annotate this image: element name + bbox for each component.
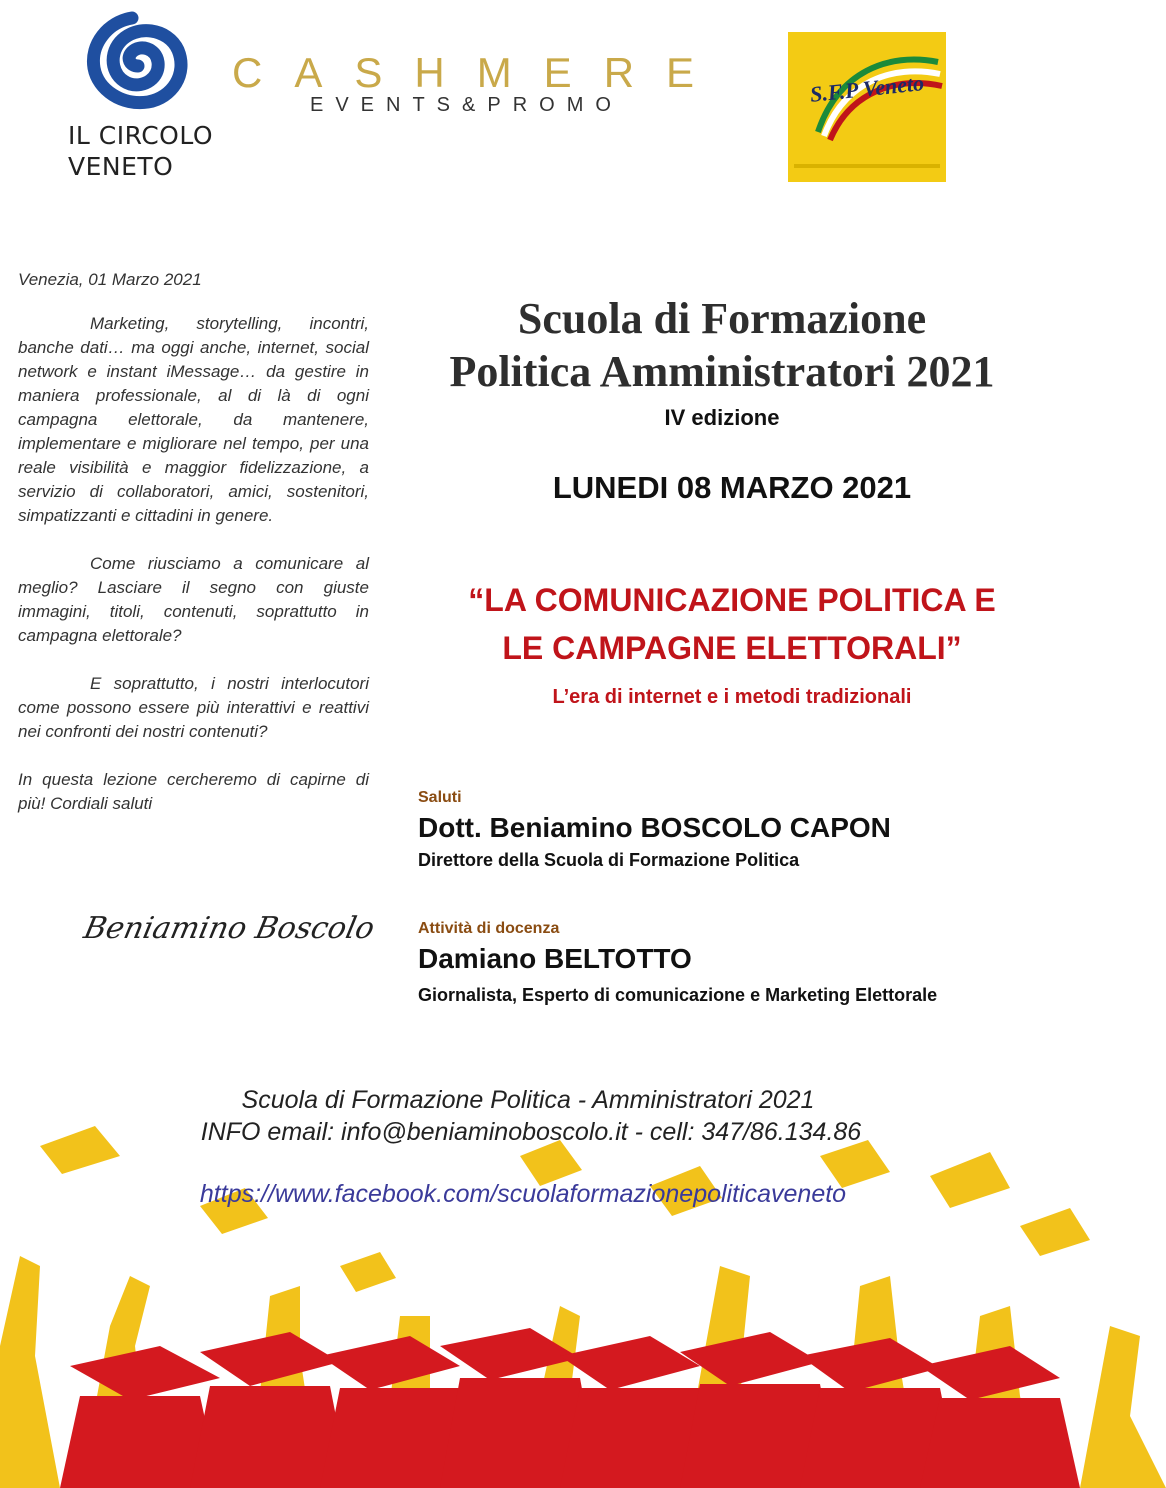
letter-paragraph: In questa lezione cercheremo di capirne di più! Cordiali saluti xyxy=(18,770,369,813)
thrown-caps-icon xyxy=(40,1126,1090,1292)
footer-contact-info: INFO email: info@beniaminoboscolo.it - cell: 347/86.134.86 xyxy=(200,1118,862,1146)
cashmere-logo xyxy=(232,49,772,122)
edition-label: IV edizione xyxy=(664,405,780,430)
cashmere-logo-subtitle: EVENTS&PROMO xyxy=(310,94,623,116)
sfp-veneto-logo xyxy=(788,32,946,182)
speaker-description: Giornalista, Esperto di comunicazione e Marketing Elettorale xyxy=(418,985,938,1005)
event-date: LUNEDI 08 MARZO 2021 xyxy=(552,470,912,505)
speaker-role: Attività di docenza xyxy=(418,920,560,937)
graduates-crowd-illustration xyxy=(0,1116,1166,1488)
lesson-topic xyxy=(402,576,1062,672)
speaker-name: Dott. Beniamino BOSCOLO CAPON xyxy=(418,812,891,843)
title-line: Politica Amministratori 2021 xyxy=(449,347,995,396)
svg-text:Beniamino Boscolo: Beniamino Boscolo xyxy=(80,911,378,946)
speaker-name: Damiano BELTOTTO xyxy=(418,943,692,974)
handwritten-signature xyxy=(80,902,378,952)
topic-line: LE CAMPAGNE ELETTORALI” xyxy=(502,630,962,666)
circolo-logo-text: IL CIRCOLO VENETO xyxy=(68,121,214,181)
spiral-icon xyxy=(68,18,218,118)
intro-letter xyxy=(18,268,369,840)
letter-paragraph: Come riusciamo a comunicare al meglio? Lasciare il segno con giuste immagini, titoli, contenuti, soprattutto in campagna elettorale? xyxy=(18,554,369,645)
footer-school-name: Scuola di Formazione Politica - Amministratori 2021 xyxy=(241,1086,815,1114)
letter-paragraph: Marketing, storytelling, incontri, banche dati… ma oggi anche, internet, social network e instant iMessage… da gestire in maniera professionale, al di là di ogni campagna elettorale, da mantenere, implementare e migliorare nel tempo, per una reale visibilità e maggior fidelizzazione, a servizio di collaboratori, amici, sostenitori, simpatizzanti e cittadini in genere. xyxy=(18,314,369,525)
topic-line: “LA COMUNICAZIONE POLITICA E xyxy=(468,582,996,618)
cashmere-logo-title: CASHMERE xyxy=(232,49,727,96)
graduation-caps-row-icon xyxy=(60,1328,1080,1488)
sfp-logo-text: S.F.P Veneto xyxy=(808,70,926,107)
page-title xyxy=(402,292,1042,398)
il-circolo-veneto-logo xyxy=(68,18,218,188)
facebook-link[interactable]: https://www.facebook.com/scuolaformazionepoliticaveneto xyxy=(199,1180,847,1208)
speaker-role: Saluti xyxy=(418,789,462,806)
speaker-description: Direttore della Scuola di Formazione Politica xyxy=(418,850,800,870)
letter-date: Venezia, 01 Marzo 2021 xyxy=(18,270,202,289)
letter-paragraph: E soprattutto, i nostri interlocutori come possono essere più interattivi e reattivi nei confronti dei nostri contenuti? xyxy=(18,674,369,741)
lesson-subtopic: L’era di internet e i metodi tradizionali xyxy=(552,686,912,708)
title-line: Scuola di Formazione xyxy=(517,294,927,343)
